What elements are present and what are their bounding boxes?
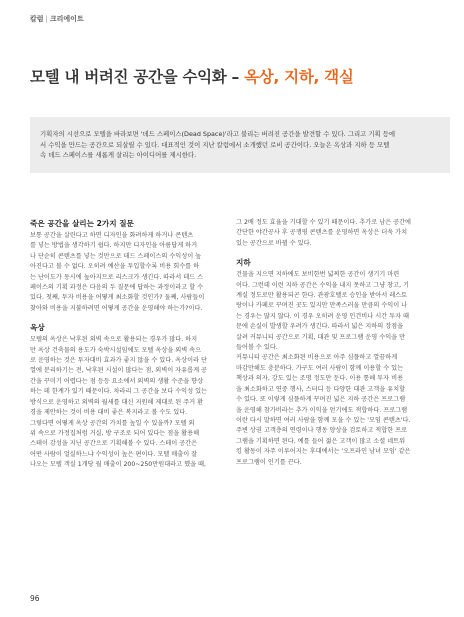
section-heading: 지하: [236, 258, 251, 268]
body-line: 이다. 그런데 이런 지하 공간은 수익을 내지 못하고 그냥 창고, 기: [236, 281, 410, 289]
body-line: 을 운영해 참가비라는 추가 이익을 얻기에도 적합하다. 프로그램: [236, 406, 408, 414]
body-line: 를 넣는 방법을 생각하기 쉽다. 하지만 디자인을 아름답게 하거: [30, 242, 198, 250]
body-line: 을 최소화하고 연중 행사, 스터디 등 다양한 대관 고객을 유치할: [236, 385, 406, 393]
body-line: 방식으로 운영하고 외벽의 월세를 대신 지원해 제대로 된 주거 환: [30, 398, 204, 406]
body-line: 있다. 첫째, 투자 비용을 어떻게 최소화할 것인가? 둘째, 사람들이: [30, 294, 205, 302]
body-line: 건물을 지으면 지하에도 보비한번 넓찌한 공간이 생기기 마련: [236, 271, 400, 279]
section-heading: 죽은 공간을 살리는 2가지 질문: [30, 219, 134, 228]
body-line: 커뮤니티 공간은 최소화된 비용으로 아주 심플하고 깔끔하게: [236, 354, 398, 362]
body-line: 마감만해도 충분하다. 가구도 여러 사람이 함께 이용할 수 있는: [236, 364, 404, 372]
body-line: 는 경우는 많지 않다. 이 경우 오히려 운영 인건비나 시간 투자 때: [236, 312, 410, 320]
lead-line: 기획자의 시선으로 모텔을 바라보면 '데드 스페이스(Dead Space)'라고 불리는 버려진 공간을 발견할 수 있다. 그리고 기획 등에: [40, 130, 396, 138]
body-line: 스테이 감성을 지닌 공간으로 기획해볼 수 있다. 스테이 공간은: [30, 440, 198, 448]
body-paragraph: [236, 270, 420, 468]
body-line: 는 난이도가 동시에 높아지므로 리스크가 생긴다. 따라서 데드 스: [30, 273, 204, 281]
body-line: 랑이나 카페로 꾸며진 곳도 있지만 만족스러울 만큼의 수익이 나: [236, 302, 408, 310]
body-line: 프로그램이 인기를 끈다.: [236, 458, 302, 466]
title-main: 모텔 내 버려진 공간을 수익화 –: [30, 68, 245, 86]
lead-line: 서 수익을 만드는 공간으로 되살릴 수 있다. 대표적인 것이 지난 칼럼에서 소개했던 로비 공간이다. 오늘은 옥상과 지하 등 모텔: [40, 140, 390, 149]
body-line: 그램을 기획하면 된다. 예를 들어 젊은 고객이 많고 소셜 네트워: [236, 437, 406, 445]
body-paragraph: [236, 218, 420, 249]
left-column: [30, 218, 214, 479]
body-line: 페이스의 기획 과정은 다음의 두 질문에 답하는 과정이라고 할 수: [30, 284, 204, 292]
body-line: 간을 꾸미기 어렵다는 점 등등 요소에서 외벽의 생활 수준을 향상: [30, 377, 204, 385]
lead-box: [30, 117, 450, 173]
body-line: 킹 활동이 자주 이루어지는 후대에서는 '오프라인 남녀 모임' 같은: [236, 448, 411, 456]
body-line: 하는 데 한계가 있기 때문이다. 차라리 그 공간을 보다 수익성 있는: [30, 388, 208, 396]
lead-line: 속 데드 스페이스를 새롭게 살리는 아이디어를 제시한다.: [40, 151, 197, 159]
article-title: [30, 65, 450, 87]
body-line: 어떤 사람이 얼실하느냐 수익성이 높은 편이다. 모텔 매출이 잘: [30, 450, 198, 458]
body-line: 위 속으로 가정집처럼 거실, 방 구조로 되어 있다는 점을 활용해: [30, 429, 200, 437]
subcategory-label: 크리에이트: [49, 15, 84, 23]
body-line: 만 옥상 건축물의 용도가 숙박시설임에도 모텔 옥상을 외벽 속으: [30, 346, 202, 354]
body-line: 간단한 야간공사 후 공쟁평 콘텐츠를 운영하면 옥상은 더욱 가치: [236, 229, 408, 237]
body-line: 있는 공간으로 바뀔 수 있다.: [236, 239, 312, 247]
section-heading: 옥상: [30, 323, 45, 333]
body-line: 경을 제안하는 것이 비용 대비 좋은 복지라고 볼 수도 있다.: [30, 409, 188, 417]
body-line: 열에 분리하기는 전, 낙후된 시설이 많다는 점, 외벽이 자유롭게 공: [30, 367, 208, 375]
body-line: 계실 정도로만 활용되곤 한다. 관광호텔로 승인을 받아서 레스토: [236, 292, 408, 300]
body-line: 보통 공간을 살린다고 하면 디자인을 화려하게 하거나 콘텐츠: [30, 232, 194, 239]
body-line: 나오는 모텔 객실 1개당 월 매출이 200~250만원대라고 했을 때,: [30, 461, 206, 469]
category-label: 칼럼: [30, 15, 44, 23]
body-line: 들어볼 수 있다.: [236, 344, 278, 352]
page-number: 96: [30, 594, 40, 603]
body-line: 책상과 의자, 강도 있는 조명 정도만 둔다. 이용 통해 투자 비용: [236, 375, 404, 383]
body-line: 살려 커뮤니티 공간으로 기획, 대관 및 프로그램 운영 수익을 만: [236, 333, 406, 341]
right-column: [236, 218, 420, 476]
body-line: 수 있다. 또 이렇게 심플하게 꾸며진 넓은 지하 공간은 프로그램: [236, 396, 406, 404]
body-line: 그 2배 정도 효율을 기대할 수 있기 때문이다. 추가로 남은 공간에: [236, 219, 411, 226]
title-highlight: 옥상, 지하, 객실: [244, 68, 354, 86]
body-line: 아진다고 볼 수 없다. 오히려 예산을 투입할수록 비용 회수를 하: [30, 263, 200, 271]
body-line: 주변 상권 고객층의 연령이나 행동 양상을 검토하고 적합한 프로: [236, 427, 408, 435]
body-paragraph: [30, 231, 214, 314]
body-line: 그렇다면 어떻게 옥상 공간의 가치를 높일 수 있을까? 모텔 외: [30, 419, 195, 427]
section-header: [30, 14, 84, 24]
body-line: 로 운영하는 것은 투자대비 효과가 좋지 않을 수 있다. 옥상이라 단: [30, 357, 208, 365]
body-paragraph: [30, 335, 214, 470]
body-line: 이란 다시 말하면 여러 사람을 함께 모을 수 있는 '모임 콘텐츠'다.: [236, 416, 411, 424]
body-line: 찾아와 비용을 지불하려면 어떻게 공간을 운영해야 하는가?이다.: [30, 304, 203, 312]
body-line: 모텔의 옥상은 낙후된 외벽 속으로 활용되는 경우가 많다. 하지: [30, 336, 198, 344]
body-line: 나 단순히 콘텐츠를 넣는 것만으로 데드 스페이스의 수익성이 높: [30, 252, 202, 260]
body-line: 문에 손실이 발생할 우려가 생긴다. 따라서 넓은 지하의 장점을: [236, 323, 404, 331]
header-separator: |: [45, 15, 48, 23]
